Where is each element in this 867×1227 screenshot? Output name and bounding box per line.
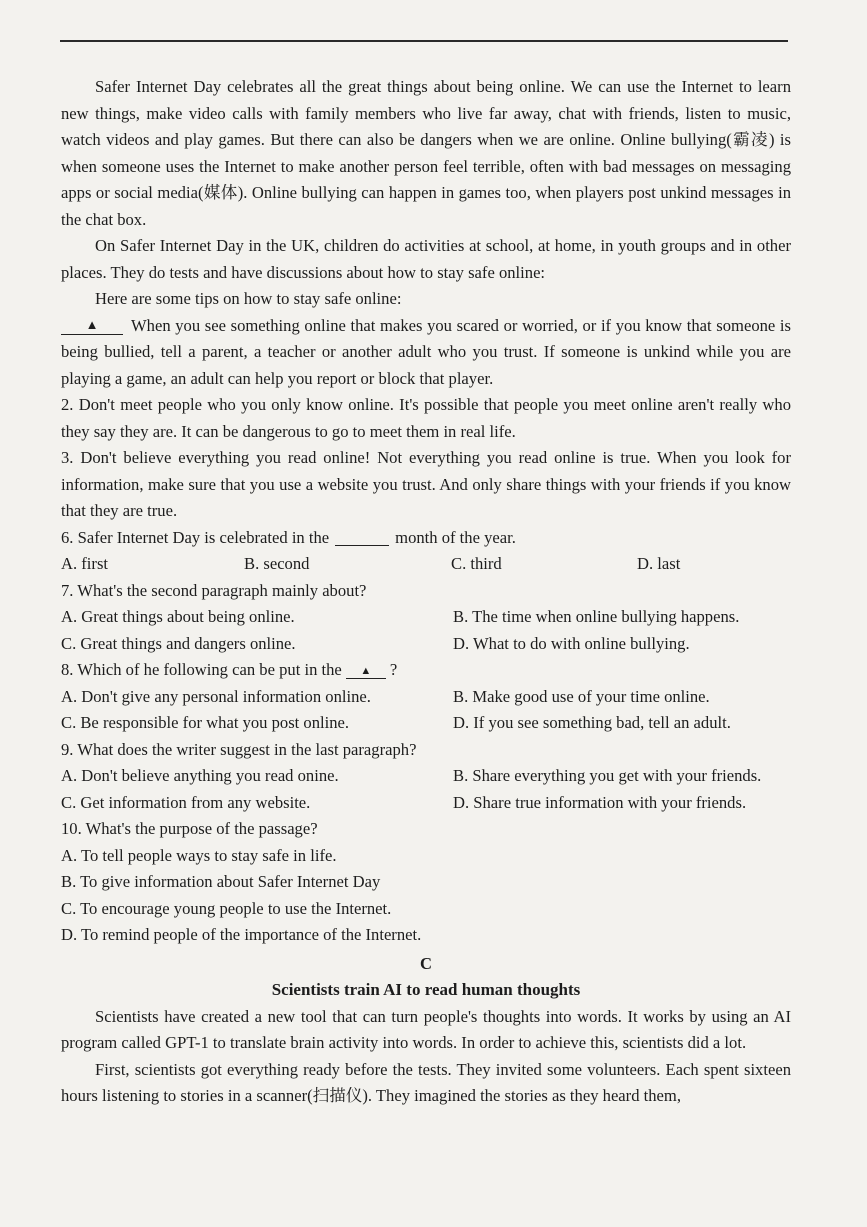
- option[interactable]: B. Make good use of your time online.: [453, 686, 710, 706]
- question-6-blank: [335, 529, 389, 546]
- option[interactable]: A. Don't give any personal information online.: [61, 686, 371, 706]
- question-9-options-row-1: [61, 763, 791, 790]
- passage-c-paragraph-2: First, scientists got everything ready before the tests. They invited some volunteers. Each spent sixteen hours listening to stories in a scanner(扫描仪). They imagined the stories as they heard them,: [61, 1059, 791, 1105]
- passage-c-title: Scientists train AI to read human thoughts: [271, 980, 581, 999]
- question-8-options-row-2: [61, 710, 791, 737]
- question-6: [61, 525, 791, 552]
- question-6-stem: 6. Safer Internet Day is celebrated in the: [61, 527, 330, 547]
- question-9: 9. What does the writer suggest in the last paragraph?: [61, 739, 417, 759]
- option[interactable]: D. last: [637, 554, 681, 573]
- option[interactable]: B. second: [244, 554, 310, 573]
- option[interactable]: C. third: [451, 554, 502, 573]
- question-8: [61, 657, 791, 684]
- option[interactable]: C. To encourage young people to use the Internet.: [61, 898, 392, 918]
- option[interactable]: A. Great things about being online.: [61, 607, 295, 626]
- question-7-options-row-2: [61, 631, 791, 658]
- option[interactable]: C. Be responsible for what you post online.: [61, 713, 350, 732]
- triangle-mark-icon: ▲: [85, 316, 99, 332]
- option[interactable]: A. Don't believe anything you read onine.: [61, 766, 339, 785]
- tips-intro: Here are some tips on how to stay safe online:: [95, 289, 402, 308]
- top-rule: [60, 40, 788, 42]
- question-7: 7. What's the second paragraph mainly about?: [61, 580, 367, 600]
- question-8-stem: 8. Which of he following can be put in the: [61, 660, 342, 679]
- section-letter: C: [420, 953, 432, 973]
- option[interactable]: D. To remind people of the importance of the Internet.: [61, 925, 422, 944]
- question-9-options-row-2: [61, 790, 791, 817]
- option[interactable]: A. first: [61, 554, 109, 573]
- question-8-options-row-1: [61, 684, 791, 711]
- option[interactable]: D. What to do with online bullying.: [453, 633, 690, 653]
- question-10: 10. What's the purpose of the passage?: [61, 819, 318, 838]
- option[interactable]: B. To give information about Safer Internet Day: [61, 872, 381, 891]
- question-7-options-row-1: [61, 604, 791, 631]
- option[interactable]: D. If you see something bad, tell an adult.: [453, 713, 731, 732]
- passage-b-paragraph-2: On Safer Internet Day in the UK, children do activities at school, at home, in youth groups and in other places. They do tests and have discussions about how to stay safe online:: [61, 236, 791, 282]
- option[interactable]: B. The time when online bullying happens.: [453, 607, 740, 626]
- option[interactable]: A. To tell people ways to stay safe in life.: [61, 845, 337, 865]
- answer-blank: [61, 315, 123, 335]
- question-8-blank: [346, 662, 386, 679]
- triangle-mark-icon: ▲: [360, 665, 372, 677]
- question-6-stem-end: month of the year.: [395, 527, 516, 547]
- question-6-options: [61, 551, 791, 578]
- tip-2: 2. Don't meet people who you only know online. It's possible that people you meet online aren't really who they say they are. It can be dangerous to go to meet them in real life.: [61, 395, 791, 441]
- option[interactable]: B. Share everything you get with your friends.: [453, 766, 762, 785]
- tip-1: [61, 313, 791, 393]
- tip-3: 3. Don't believe everything you read online! Not everything you read online is true. When you look for information, make sure that you use a website you trust. And only share things with your friends if you know that they are true.: [61, 448, 791, 520]
- tip-1-text: When you see something online that makes you scared or worried, or if you know that someone is being bullied, tell a parent, a teacher or another adult who you trust. If someone is unkind while you are playing a game, an adult can help you report or block that player.: [61, 315, 791, 388]
- option[interactable]: D. Share true information with your friends.: [453, 792, 747, 812]
- passage-b-paragraph-1: Safer Internet Day celebrates all the great things about being online. We can use the Internet to learn new things, make video calls with family members who live far away, chat with friends, listen to music, watch videos and play games. But there can also be dangers when we are online. Online bullying(霸凌) is when someone uses the Internet to make another person feel terrible, often with bad messages on messaging apps or social media(媒体). Online bullying can happen in games too, when players post unkind messages in the chat box.: [61, 77, 791, 229]
- option[interactable]: C. Great things and dangers online.: [61, 633, 296, 653]
- question-8-stem-end: ?: [389, 660, 398, 679]
- option[interactable]: C. Get information from any website.: [61, 792, 311, 812]
- exam-page: [61, 74, 791, 1110]
- passage-c-paragraph-1: Scientists have created a new tool that can turn people's thoughts into words. It works by using an AI program called GPT-1 to translate brain activity into words. In order to achieve this, scientists did a lot.: [61, 1006, 791, 1052]
